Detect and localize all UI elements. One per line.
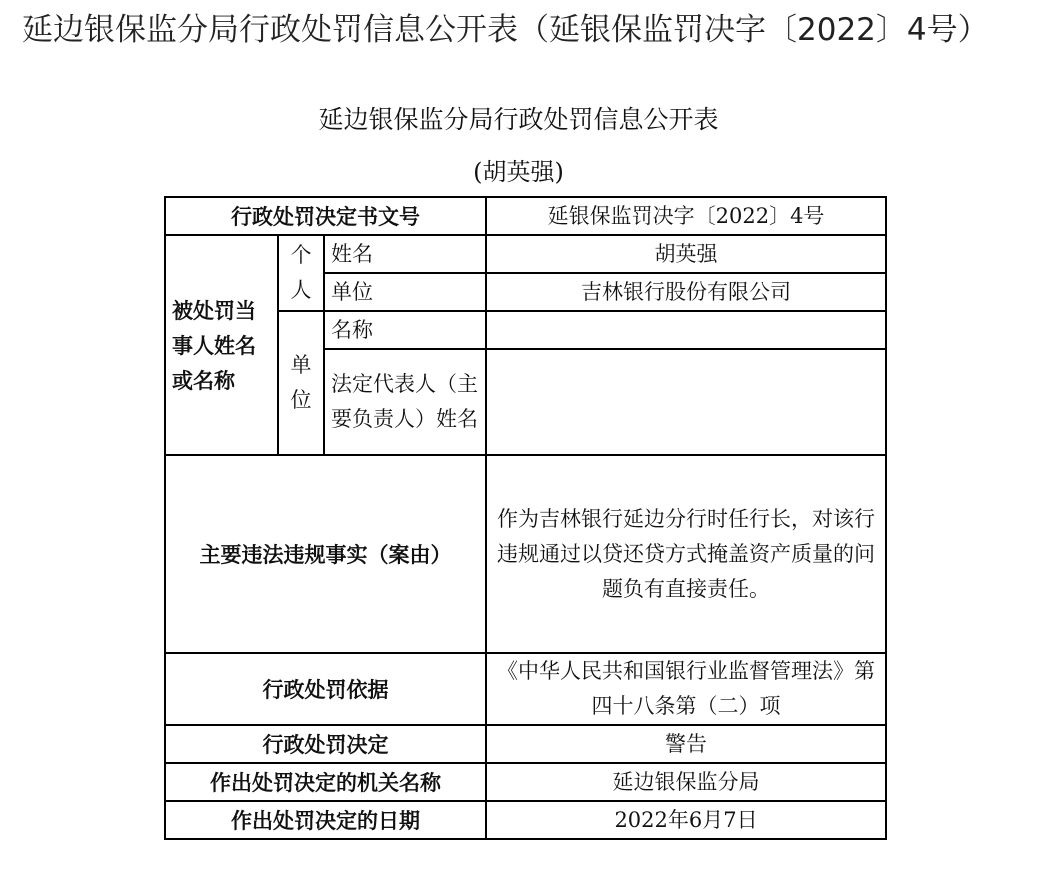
table-row xyxy=(165,801,886,839)
basis-value: 《中华人民共和国银行业监督管理法》第四十八条第（二）项 xyxy=(486,653,886,725)
basis-label: 行政处罚依据 xyxy=(165,653,486,725)
facts-value: 作为吉林银行延边分行时任行长，对该行违规通过以贷还贷方式掩盖资产质量的问题负有直接责任。 xyxy=(486,455,886,653)
facts-label: 主要违法违规事实（案由） xyxy=(165,455,486,653)
date-label: 作出处罚决定的日期 xyxy=(165,801,486,839)
authority-label: 作出处罚决定的机关名称 xyxy=(165,763,486,801)
table-row xyxy=(165,197,886,235)
entity-rep-label: 法定代表人（主要负责人）姓名 xyxy=(324,349,486,455)
authority-value: 延边银保监分局 xyxy=(486,763,886,801)
table-row xyxy=(165,653,886,725)
table-row xyxy=(165,235,886,273)
individual-unit-value: 吉林银行股份有限公司 xyxy=(486,273,886,311)
decision-label: 行政处罚决定 xyxy=(165,725,486,763)
table-row xyxy=(165,455,886,653)
individual-name-value: 胡英强 xyxy=(486,235,886,273)
page-title: 延边银保监分局行政处罚信息公开表（延银保监罚决字〔2022〕4号） xyxy=(22,12,989,48)
party-label: 被处罚当事人姓名或名称 xyxy=(165,235,278,455)
penalty-info-table xyxy=(164,196,887,840)
decision-no-value: 延银保监罚决字〔2022〕4号 xyxy=(486,197,886,235)
table-row xyxy=(165,725,886,763)
decision-value: 警告 xyxy=(486,725,886,763)
individual-unit-label: 单位 xyxy=(324,273,486,311)
document-subtitle: (胡英强) xyxy=(473,158,564,186)
entity-rep-value xyxy=(486,349,886,455)
table-row xyxy=(165,763,886,801)
individual-label: 个人 xyxy=(278,235,324,311)
entity-name-label: 名称 xyxy=(324,311,486,349)
entity-name-value xyxy=(486,311,886,349)
individual-name-label: 姓名 xyxy=(324,235,486,273)
entity-label: 单位 xyxy=(278,311,324,455)
document-title: 延边银保监分局行政处罚信息公开表 xyxy=(318,105,719,134)
decision-no-label: 行政处罚决定书文号 xyxy=(165,197,486,235)
date-value: 2022年6月7日 xyxy=(486,801,886,839)
